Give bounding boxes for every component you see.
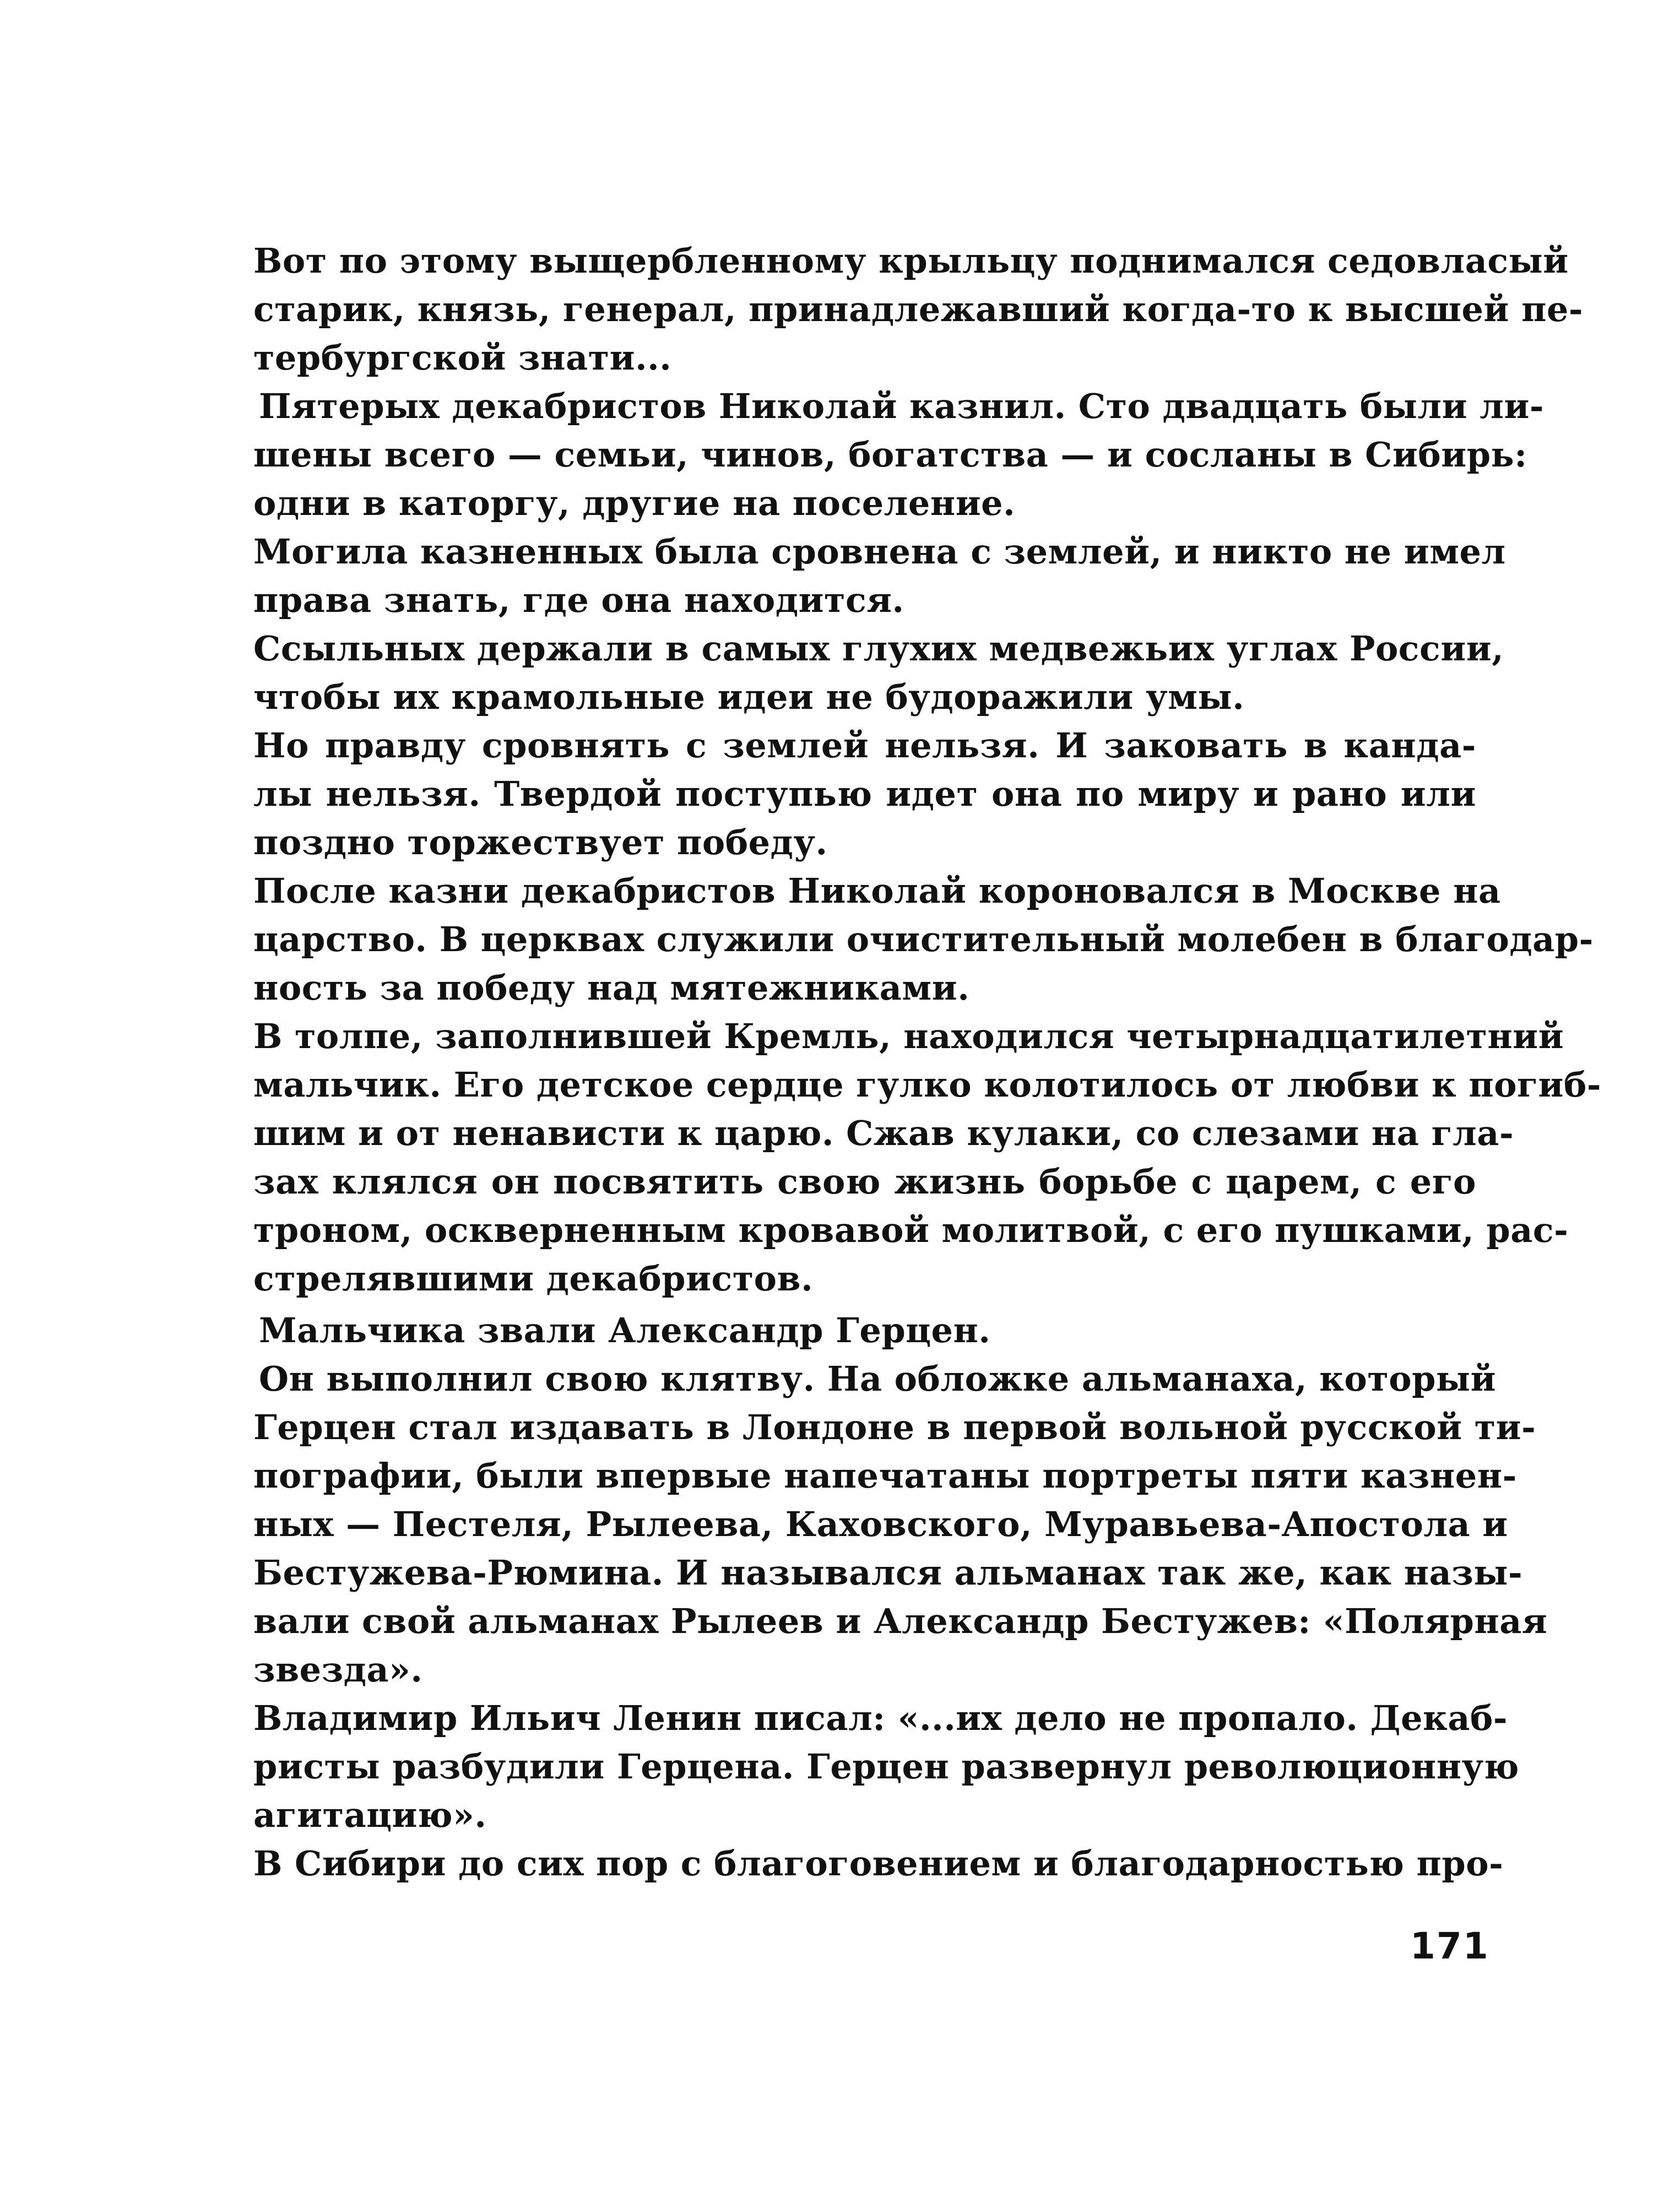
page-number: 171 bbox=[1410, 1925, 1489, 1967]
text-line: Вот по этому выщербленному крыльцу поднимался седовласый bbox=[253, 241, 1569, 281]
text-line: звезда». bbox=[253, 1649, 423, 1690]
text-line: мальчик. Его детское сердце гулко колотилось от любви к погиб- bbox=[253, 1065, 1602, 1105]
text-line: Мальчика звали Александр Герцен. bbox=[259, 1310, 991, 1350]
text-line: вали свой альманах Рылеев и Александр Бестужев: «Полярная bbox=[253, 1601, 1548, 1641]
text-line: Ссыльных держали в самых глухих медвежьих углах России, bbox=[253, 628, 1504, 669]
text-line: ристы разбудили Герцена. Герцен развернул революционную bbox=[253, 1746, 1519, 1787]
text-line: старик, князь, генерал, принадлежавший когда-то к высшей пе- bbox=[253, 289, 1584, 329]
text-line: ных — Пестеля, Рылеева, Каховского, Муравьева-Апостола и bbox=[253, 1504, 1508, 1544]
text-line: агитацию». bbox=[253, 1795, 487, 1835]
text-line: Но правду сровнять с землей нельзя. И заковать в канда- bbox=[253, 725, 1476, 766]
text-line: ность за победу над мятежниками. bbox=[253, 968, 970, 1008]
text-line: стрелявшими декабристов. bbox=[253, 1258, 814, 1299]
text-line: пографии, были впервые напечатаны портреты пяти казнен- bbox=[253, 1456, 1517, 1496]
text-line: права знать, где она находится. bbox=[253, 580, 904, 620]
text-line: Владимир Ильич Ленин писал: «...их дело не пропало. Декаб- bbox=[253, 1698, 1508, 1738]
text-line: поздно торжествует победу. bbox=[253, 822, 828, 862]
text-line: Пятерых декабристов Николай казнил. Сто двадцать были ли- bbox=[259, 386, 1544, 426]
text-line: чтобы их крамольные идеи не будоражили умы. bbox=[253, 677, 1245, 717]
text-line: тербургской знати... bbox=[253, 338, 672, 378]
text-line: Бестужева-Рюмина. И назывался альманах так же, как назы- bbox=[253, 1553, 1523, 1593]
text-line: После казни декабристов Николай короновался в Москве на bbox=[253, 871, 1501, 911]
text-line: шим и от ненависти к царю. Сжав кулаки, со слезами на гла- bbox=[253, 1113, 1514, 1153]
text-line: В толпе, заполнившей Кремль, находился четырнадцатилетний bbox=[253, 1016, 1564, 1056]
text-line: В Сибири до сих пор с благоговением и благодарностью про- bbox=[253, 1843, 1504, 1884]
text-line: одни в каторгу, другие на поселение. bbox=[253, 483, 1016, 523]
text-line: Могила казненных была сровнена с землей, и никто не имел bbox=[253, 531, 1506, 572]
text-line: Он выполнил свою клятву. На обложке альманаха, который bbox=[259, 1359, 1497, 1399]
text-line: царство. В церквах служили очистительный молебен в благодар- bbox=[253, 919, 1594, 959]
text-line: троном, оскверненным кровавой молитвой, с его пушками, рас- bbox=[253, 1210, 1569, 1250]
text-line: лы нельзя. Твердой поступью идет она по миру и рано или bbox=[253, 774, 1476, 814]
text-line: Герцен стал издавать в Лондоне в первой вольной русской ти- bbox=[253, 1407, 1536, 1447]
text-line: шены всего — семьи, чинов, богатства — и сосланы в Сибирь: bbox=[253, 435, 1527, 475]
text-line: зах клялся он посвятить свою жизнь борьбе с царем, с его bbox=[253, 1162, 1476, 1202]
